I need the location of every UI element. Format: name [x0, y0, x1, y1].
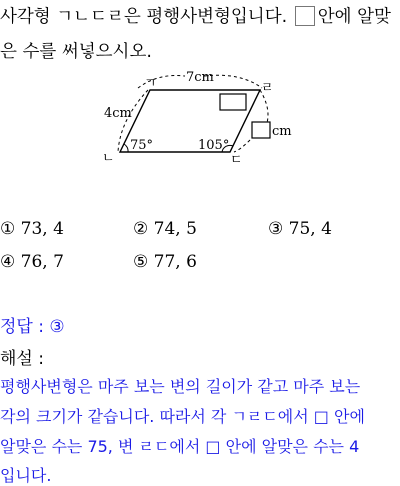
option-5[interactable] [133, 251, 197, 273]
explanation-label: 해설 : [0, 349, 44, 369]
option-4-text: 76, 7 [20, 252, 64, 272]
option-1-marker: ① [0, 219, 16, 239]
right-side-unit: cm [272, 124, 292, 139]
option-2-text: 74, 5 [153, 219, 197, 239]
right-side-arc-lower [234, 140, 250, 152]
option-5-text: 77, 6 [153, 252, 197, 272]
option-1[interactable] [0, 218, 64, 240]
option-2-marker: ② [133, 219, 149, 239]
angle-label-75: 75° [130, 138, 154, 153]
angle-arc-bottom-left [124, 144, 128, 152]
question-text-part1: 사각형 ㄱㄴㄷㄹ은 평행사변형입니다. [0, 7, 288, 27]
option-5-marker: ⑤ [133, 252, 149, 272]
explanation-line-3: 알맞은 수는 75, 변 ㄹㄷ에서 □ 안에 알맞은 수는 4 [0, 437, 360, 456]
top-side-label: 7cm [186, 70, 214, 85]
vertex-label-giyeok: ㄱ [144, 76, 157, 91]
option-4[interactable] [0, 251, 64, 273]
question-line-2: 은 수를 써넣으시오. [0, 42, 152, 62]
option-1-text: 73, 4 [20, 219, 64, 239]
option-2[interactable] [133, 218, 197, 240]
answer-label: 정답 : ③ [0, 317, 65, 337]
side-blank-box [252, 122, 270, 138]
parallelogram-figure [100, 70, 300, 170]
angle-blank-box [220, 94, 246, 110]
left-side-label: 4cm [104, 106, 132, 121]
vertex-label-rieul: ㄹ [261, 81, 274, 96]
option-3-marker: ③ [268, 219, 284, 239]
question-line-1 [0, 4, 391, 30]
question-text-part2: 안에 알맞 [317, 7, 391, 27]
vertex-label-nieun: ㄴ [102, 151, 115, 166]
blank-box [295, 6, 315, 26]
explanation-line-1: 평행사변형은 마주 보는 변의 길이가 같고 마주 보는 [0, 377, 361, 396]
explanation-line-2: 각의 크기가 같습니다. 따라서 각 ㄱㄹㄷ에서 □ 안에 [0, 407, 365, 426]
vertex-label-digeut: ㄷ [230, 153, 243, 168]
option-3[interactable] [268, 218, 332, 240]
option-4-marker: ④ [0, 252, 16, 272]
explanation-line-4: 입니다. [0, 466, 52, 485]
option-3-text: 75, 4 [288, 219, 332, 239]
angle-label-105: 105° [198, 138, 230, 153]
